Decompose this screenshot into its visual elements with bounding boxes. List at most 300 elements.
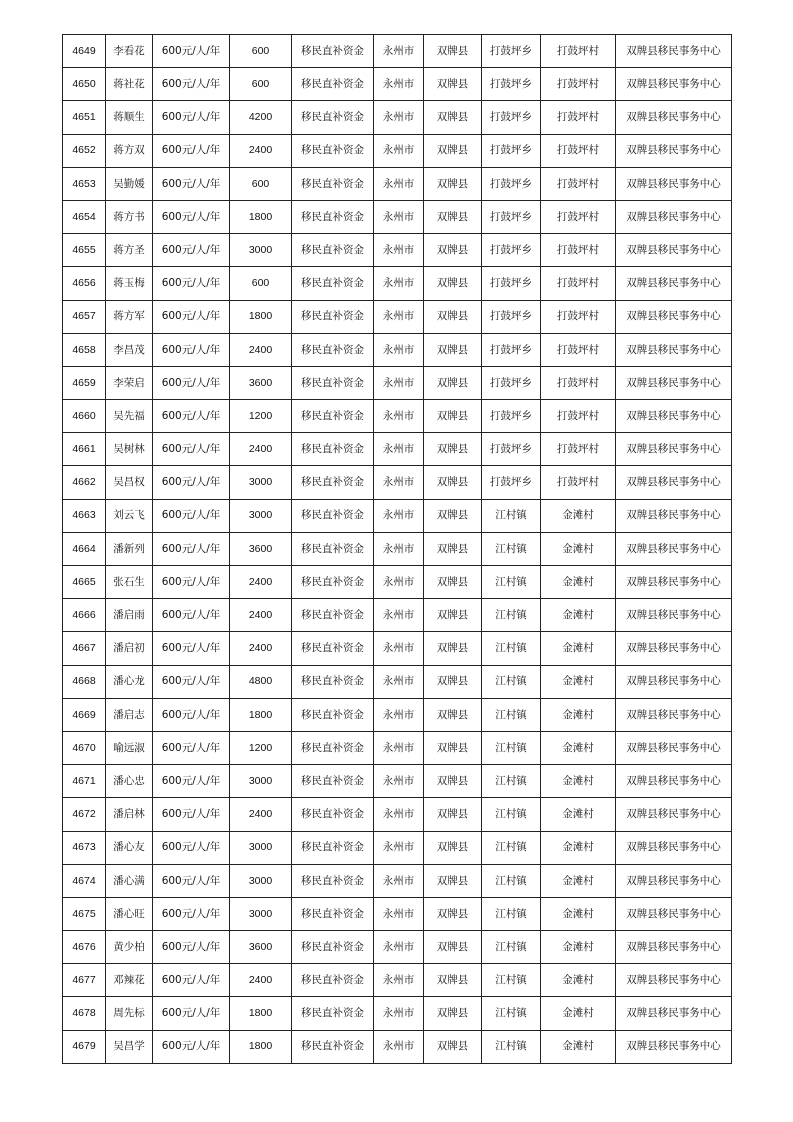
- agency-cell: 双牌县移民事务中心: [616, 433, 732, 466]
- county-cell: 双牌县: [424, 101, 482, 134]
- record-number-cell: 4676: [63, 931, 106, 964]
- table-row: [63, 665, 732, 698]
- recipient-name-cell: 吴勤媛: [106, 167, 153, 200]
- village-cell: 金滩村: [541, 931, 616, 964]
- amount-cell: 3600: [230, 532, 292, 565]
- agency-cell: 双牌县移民事务中心: [616, 566, 732, 599]
- agency-cell: 双牌县移民事务中心: [616, 134, 732, 167]
- table-row: [63, 433, 732, 466]
- amount-cell: 1800: [230, 698, 292, 731]
- agency-cell: 双牌县移民事务中心: [616, 599, 732, 632]
- subsidy-rate-cell: 600元/人/年: [153, 499, 230, 532]
- village-cell: 金滩村: [541, 698, 616, 731]
- county-cell: 双牌县: [424, 665, 482, 698]
- village-cell: 金滩村: [541, 632, 616, 665]
- county-cell: 双牌县: [424, 864, 482, 897]
- village-cell: 金滩村: [541, 997, 616, 1030]
- agency-cell: 双牌县移民事务中心: [616, 864, 732, 897]
- amount-cell: 3000: [230, 466, 292, 499]
- city-cell: 永州市: [374, 831, 424, 864]
- record-number-cell: 4654: [63, 200, 106, 233]
- county-cell: 双牌县: [424, 997, 482, 1030]
- record-number-cell: 4672: [63, 798, 106, 831]
- amount-cell: 1800: [230, 200, 292, 233]
- fund-type-cell: 移民直补资金: [292, 698, 374, 731]
- recipient-name-cell: 潘启雨: [106, 599, 153, 632]
- amount-cell: 600: [230, 35, 292, 68]
- table-row: [63, 267, 732, 300]
- recipient-name-cell: 黄少柏: [106, 931, 153, 964]
- county-cell: 双牌县: [424, 698, 482, 731]
- recipient-name-cell: 张石生: [106, 566, 153, 599]
- subsidy-rate-cell: 600元/人/年: [153, 997, 230, 1030]
- amount-cell: 3000: [230, 765, 292, 798]
- agency-cell: 双牌县移民事务中心: [616, 765, 732, 798]
- amount-cell: 4800: [230, 665, 292, 698]
- amount-cell: 2400: [230, 964, 292, 997]
- county-cell: 双牌县: [424, 765, 482, 798]
- record-number-cell: 4668: [63, 665, 106, 698]
- county-cell: 双牌县: [424, 68, 482, 101]
- city-cell: 永州市: [374, 400, 424, 433]
- township-cell: 打鼓坪乡: [482, 333, 541, 366]
- village-cell: 金滩村: [541, 532, 616, 565]
- fund-type-cell: 移民直补资金: [292, 234, 374, 267]
- subsidy-roster-table: [62, 34, 732, 1064]
- village-cell: 打鼓坪村: [541, 101, 616, 134]
- township-cell: 打鼓坪乡: [482, 300, 541, 333]
- record-number-cell: 4649: [63, 35, 106, 68]
- table-row: [63, 333, 732, 366]
- amount-cell: 600: [230, 167, 292, 200]
- subsidy-rate-cell: 600元/人/年: [153, 632, 230, 665]
- table-row: [63, 731, 732, 764]
- fund-type-cell: 移民直补资金: [292, 300, 374, 333]
- city-cell: 永州市: [374, 698, 424, 731]
- subsidy-rate-cell: 600元/人/年: [153, 566, 230, 599]
- fund-type-cell: 移民直补资金: [292, 400, 374, 433]
- city-cell: 永州市: [374, 134, 424, 167]
- county-cell: 双牌县: [424, 599, 482, 632]
- subsidy-rate-cell: 600元/人/年: [153, 599, 230, 632]
- village-cell: 金滩村: [541, 897, 616, 930]
- subsidy-rate-cell: 600元/人/年: [153, 466, 230, 499]
- village-cell: 打鼓坪村: [541, 366, 616, 399]
- agency-cell: 双牌县移民事务中心: [616, 997, 732, 1030]
- fund-type-cell: 移民直补资金: [292, 765, 374, 798]
- agency-cell: 双牌县移民事务中心: [616, 1030, 732, 1063]
- county-cell: 双牌县: [424, 532, 482, 565]
- city-cell: 永州市: [374, 366, 424, 399]
- county-cell: 双牌县: [424, 300, 482, 333]
- recipient-name-cell: 潘启林: [106, 798, 153, 831]
- recipient-name-cell: 潘心龙: [106, 665, 153, 698]
- fund-type-cell: 移民直补资金: [292, 897, 374, 930]
- village-cell: 打鼓坪村: [541, 267, 616, 300]
- recipient-name-cell: 蒋方军: [106, 300, 153, 333]
- village-cell: 打鼓坪村: [541, 466, 616, 499]
- fund-type-cell: 移民直补资金: [292, 68, 374, 101]
- amount-cell: 1800: [230, 997, 292, 1030]
- table-row: [63, 798, 732, 831]
- village-cell: 打鼓坪村: [541, 68, 616, 101]
- record-number-cell: 4667: [63, 632, 106, 665]
- village-cell: 打鼓坪村: [541, 167, 616, 200]
- record-number-cell: 4658: [63, 333, 106, 366]
- amount-cell: 600: [230, 267, 292, 300]
- city-cell: 永州市: [374, 632, 424, 665]
- village-cell: 金滩村: [541, 831, 616, 864]
- record-number-cell: 4656: [63, 267, 106, 300]
- recipient-name-cell: 潘心友: [106, 831, 153, 864]
- city-cell: 永州市: [374, 931, 424, 964]
- table-row: [63, 1030, 732, 1063]
- record-number-cell: 4662: [63, 466, 106, 499]
- amount-cell: 2400: [230, 566, 292, 599]
- record-number-cell: 4653: [63, 167, 106, 200]
- subsidy-rate-cell: 600元/人/年: [153, 698, 230, 731]
- county-cell: 双牌县: [424, 632, 482, 665]
- township-cell: 江村镇: [482, 698, 541, 731]
- township-cell: 江村镇: [482, 632, 541, 665]
- county-cell: 双牌县: [424, 400, 482, 433]
- agency-cell: 双牌县移民事务中心: [616, 68, 732, 101]
- agency-cell: 双牌县移民事务中心: [616, 698, 732, 731]
- agency-cell: 双牌县移民事务中心: [616, 101, 732, 134]
- township-cell: 江村镇: [482, 897, 541, 930]
- township-cell: 打鼓坪乡: [482, 167, 541, 200]
- recipient-name-cell: 潘心忠: [106, 765, 153, 798]
- agency-cell: 双牌县移民事务中心: [616, 466, 732, 499]
- city-cell: 永州市: [374, 200, 424, 233]
- table-row: [63, 698, 732, 731]
- amount-cell: 1800: [230, 300, 292, 333]
- agency-cell: 双牌县移民事务中心: [616, 665, 732, 698]
- city-cell: 永州市: [374, 897, 424, 930]
- subsidy-rate-cell: 600元/人/年: [153, 267, 230, 300]
- recipient-name-cell: 李看花: [106, 35, 153, 68]
- amount-cell: 1800: [230, 1030, 292, 1063]
- county-cell: 双牌县: [424, 267, 482, 300]
- agency-cell: 双牌县移民事务中心: [616, 200, 732, 233]
- roster-body: [63, 35, 732, 1064]
- recipient-name-cell: 刘云飞: [106, 499, 153, 532]
- subsidy-rate-cell: 600元/人/年: [153, 897, 230, 930]
- subsidy-rate-cell: 600元/人/年: [153, 35, 230, 68]
- village-cell: 打鼓坪村: [541, 134, 616, 167]
- record-number-cell: 4650: [63, 68, 106, 101]
- amount-cell: 3000: [230, 897, 292, 930]
- record-number-cell: 4660: [63, 400, 106, 433]
- county-cell: 双牌县: [424, 831, 482, 864]
- village-cell: 金滩村: [541, 566, 616, 599]
- agency-cell: 双牌县移民事务中心: [616, 831, 732, 864]
- township-cell: 打鼓坪乡: [482, 200, 541, 233]
- table-row: [63, 864, 732, 897]
- village-cell: 打鼓坪村: [541, 200, 616, 233]
- township-cell: 打鼓坪乡: [482, 35, 541, 68]
- city-cell: 永州市: [374, 300, 424, 333]
- county-cell: 双牌县: [424, 35, 482, 68]
- subsidy-rate-cell: 600元/人/年: [153, 134, 230, 167]
- city-cell: 永州市: [374, 35, 424, 68]
- subsidy-rate-cell: 600元/人/年: [153, 234, 230, 267]
- village-cell: 金滩村: [541, 864, 616, 897]
- township-cell: 打鼓坪乡: [482, 101, 541, 134]
- record-number-cell: 4661: [63, 433, 106, 466]
- fund-type-cell: 移民直补资金: [292, 134, 374, 167]
- village-cell: 金滩村: [541, 765, 616, 798]
- record-number-cell: 4677: [63, 964, 106, 997]
- fund-type-cell: 移民直补资金: [292, 1030, 374, 1063]
- township-cell: 江村镇: [482, 532, 541, 565]
- table-row: [63, 167, 732, 200]
- table-row: [63, 997, 732, 1030]
- record-number-cell: 4669: [63, 698, 106, 731]
- recipient-name-cell: 邓辣花: [106, 964, 153, 997]
- county-cell: 双牌县: [424, 499, 482, 532]
- amount-cell: 2400: [230, 798, 292, 831]
- village-cell: 金滩村: [541, 731, 616, 764]
- subsidy-rate-cell: 600元/人/年: [153, 1030, 230, 1063]
- city-cell: 永州市: [374, 964, 424, 997]
- city-cell: 永州市: [374, 532, 424, 565]
- subsidy-rate-cell: 600元/人/年: [153, 200, 230, 233]
- record-number-cell: 4652: [63, 134, 106, 167]
- agency-cell: 双牌县移民事务中心: [616, 632, 732, 665]
- township-cell: 江村镇: [482, 665, 541, 698]
- recipient-name-cell: 潘启初: [106, 632, 153, 665]
- recipient-name-cell: 潘启志: [106, 698, 153, 731]
- fund-type-cell: 移民直补资金: [292, 798, 374, 831]
- recipient-name-cell: 蒋方圣: [106, 234, 153, 267]
- record-number-cell: 4675: [63, 897, 106, 930]
- recipient-name-cell: 蒋顺生: [106, 101, 153, 134]
- village-cell: 金滩村: [541, 964, 616, 997]
- amount-cell: 3000: [230, 831, 292, 864]
- county-cell: 双牌县: [424, 1030, 482, 1063]
- fund-type-cell: 移民直补资金: [292, 566, 374, 599]
- township-cell: 打鼓坪乡: [482, 366, 541, 399]
- table-row: [63, 599, 732, 632]
- township-cell: 打鼓坪乡: [482, 134, 541, 167]
- fund-type-cell: 移民直补资金: [292, 499, 374, 532]
- record-number-cell: 4670: [63, 731, 106, 764]
- subsidy-rate-cell: 600元/人/年: [153, 366, 230, 399]
- table-row: [63, 566, 732, 599]
- county-cell: 双牌县: [424, 234, 482, 267]
- subsidy-rate-cell: 600元/人/年: [153, 300, 230, 333]
- fund-type-cell: 移民直补资金: [292, 731, 374, 764]
- recipient-name-cell: 潘心旺: [106, 897, 153, 930]
- subsidy-rate-cell: 600元/人/年: [153, 731, 230, 764]
- city-cell: 永州市: [374, 997, 424, 1030]
- recipient-name-cell: 吴先福: [106, 400, 153, 433]
- agency-cell: 双牌县移民事务中心: [616, 499, 732, 532]
- fund-type-cell: 移民直补资金: [292, 333, 374, 366]
- recipient-name-cell: 蒋方双: [106, 134, 153, 167]
- county-cell: 双牌县: [424, 964, 482, 997]
- village-cell: 打鼓坪村: [541, 333, 616, 366]
- recipient-name-cell: 李荣启: [106, 366, 153, 399]
- township-cell: 江村镇: [482, 964, 541, 997]
- amount-cell: 4200: [230, 101, 292, 134]
- amount-cell: 2400: [230, 333, 292, 366]
- township-cell: 江村镇: [482, 798, 541, 831]
- agency-cell: 双牌县移民事务中心: [616, 731, 732, 764]
- recipient-name-cell: 潘新列: [106, 532, 153, 565]
- table-row: [63, 931, 732, 964]
- record-number-cell: 4663: [63, 499, 106, 532]
- fund-type-cell: 移民直补资金: [292, 532, 374, 565]
- subsidy-rate-cell: 600元/人/年: [153, 765, 230, 798]
- county-cell: 双牌县: [424, 566, 482, 599]
- fund-type-cell: 移民直补资金: [292, 101, 374, 134]
- subsidy-rate-cell: 600元/人/年: [153, 400, 230, 433]
- township-cell: 江村镇: [482, 997, 541, 1030]
- record-number-cell: 4664: [63, 532, 106, 565]
- recipient-name-cell: 吴昌学: [106, 1030, 153, 1063]
- table-row: [63, 134, 732, 167]
- table-row: [63, 35, 732, 68]
- recipient-name-cell: 周先标: [106, 997, 153, 1030]
- township-cell: 江村镇: [482, 731, 541, 764]
- city-cell: 永州市: [374, 234, 424, 267]
- county-cell: 双牌县: [424, 167, 482, 200]
- table-row: [63, 532, 732, 565]
- subsidy-rate-cell: 600元/人/年: [153, 665, 230, 698]
- city-cell: 永州市: [374, 731, 424, 764]
- city-cell: 永州市: [374, 1030, 424, 1063]
- amount-cell: 3000: [230, 864, 292, 897]
- record-number-cell: 4657: [63, 300, 106, 333]
- village-cell: 金滩村: [541, 665, 616, 698]
- township-cell: 江村镇: [482, 599, 541, 632]
- amount-cell: 1200: [230, 731, 292, 764]
- table-row: [63, 366, 732, 399]
- table-row: [63, 765, 732, 798]
- village-cell: 金滩村: [541, 599, 616, 632]
- amount-cell: 3000: [230, 499, 292, 532]
- table-row: [63, 897, 732, 930]
- fund-type-cell: 移民直补资金: [292, 632, 374, 665]
- county-cell: 双牌县: [424, 366, 482, 399]
- county-cell: 双牌县: [424, 200, 482, 233]
- village-cell: 打鼓坪村: [541, 35, 616, 68]
- recipient-name-cell: 吴昌权: [106, 466, 153, 499]
- fund-type-cell: 移民直补资金: [292, 931, 374, 964]
- recipient-name-cell: 吴树林: [106, 433, 153, 466]
- amount-cell: 2400: [230, 632, 292, 665]
- record-number-cell: 4678: [63, 997, 106, 1030]
- fund-type-cell: 移民直补资金: [292, 200, 374, 233]
- record-number-cell: 4671: [63, 765, 106, 798]
- county-cell: 双牌县: [424, 433, 482, 466]
- agency-cell: 双牌县移民事务中心: [616, 897, 732, 930]
- agency-cell: 双牌县移民事务中心: [616, 931, 732, 964]
- agency-cell: 双牌县移民事务中心: [616, 400, 732, 433]
- city-cell: 永州市: [374, 333, 424, 366]
- township-cell: 江村镇: [482, 831, 541, 864]
- village-cell: 打鼓坪村: [541, 300, 616, 333]
- village-cell: 打鼓坪村: [541, 234, 616, 267]
- fund-type-cell: 移民直补资金: [292, 35, 374, 68]
- county-cell: 双牌县: [424, 134, 482, 167]
- table-row: [63, 964, 732, 997]
- agency-cell: 双牌县移民事务中心: [616, 532, 732, 565]
- record-number-cell: 4666: [63, 599, 106, 632]
- fund-type-cell: 移民直补资金: [292, 997, 374, 1030]
- record-number-cell: 4665: [63, 566, 106, 599]
- subsidy-rate-cell: 600元/人/年: [153, 68, 230, 101]
- amount-cell: 3000: [230, 234, 292, 267]
- city-cell: 永州市: [374, 101, 424, 134]
- agency-cell: 双牌县移民事务中心: [616, 798, 732, 831]
- village-cell: 金滩村: [541, 798, 616, 831]
- township-cell: 打鼓坪乡: [482, 466, 541, 499]
- subsidy-rate-cell: 600元/人/年: [153, 532, 230, 565]
- city-cell: 永州市: [374, 765, 424, 798]
- township-cell: 打鼓坪乡: [482, 267, 541, 300]
- city-cell: 永州市: [374, 433, 424, 466]
- table-row: [63, 68, 732, 101]
- township-cell: 江村镇: [482, 931, 541, 964]
- township-cell: 打鼓坪乡: [482, 68, 541, 101]
- table-row: [63, 300, 732, 333]
- subsidy-rate-cell: 600元/人/年: [153, 167, 230, 200]
- township-cell: 江村镇: [482, 566, 541, 599]
- township-cell: 江村镇: [482, 499, 541, 532]
- table-row: [63, 499, 732, 532]
- county-cell: 双牌县: [424, 731, 482, 764]
- city-cell: 永州市: [374, 599, 424, 632]
- subsidy-rate-cell: 600元/人/年: [153, 964, 230, 997]
- amount-cell: 2400: [230, 599, 292, 632]
- fund-type-cell: 移民直补资金: [292, 466, 374, 499]
- table-row: [63, 101, 732, 134]
- table-row: [63, 632, 732, 665]
- township-cell: 打鼓坪乡: [482, 234, 541, 267]
- township-cell: 打鼓坪乡: [482, 433, 541, 466]
- village-cell: 打鼓坪村: [541, 433, 616, 466]
- fund-type-cell: 移民直补资金: [292, 831, 374, 864]
- agency-cell: 双牌县移民事务中心: [616, 300, 732, 333]
- fund-type-cell: 移民直补资金: [292, 665, 374, 698]
- city-cell: 永州市: [374, 665, 424, 698]
- recipient-name-cell: 李昌茂: [106, 333, 153, 366]
- subsidy-rate-cell: 600元/人/年: [153, 433, 230, 466]
- amount-cell: 600: [230, 68, 292, 101]
- fund-type-cell: 移民直补资金: [292, 599, 374, 632]
- county-cell: 双牌县: [424, 798, 482, 831]
- county-cell: 双牌县: [424, 931, 482, 964]
- subsidy-rate-cell: 600元/人/年: [153, 333, 230, 366]
- subsidy-rate-cell: 600元/人/年: [153, 931, 230, 964]
- city-cell: 永州市: [374, 68, 424, 101]
- city-cell: 永州市: [374, 466, 424, 499]
- subsidy-rate-cell: 600元/人/年: [153, 831, 230, 864]
- recipient-name-cell: 蒋玉梅: [106, 267, 153, 300]
- city-cell: 永州市: [374, 566, 424, 599]
- amount-cell: 3600: [230, 931, 292, 964]
- record-number-cell: 4651: [63, 101, 106, 134]
- city-cell: 永州市: [374, 267, 424, 300]
- table-row: [63, 831, 732, 864]
- city-cell: 永州市: [374, 167, 424, 200]
- amount-cell: 3600: [230, 366, 292, 399]
- city-cell: 永州市: [374, 864, 424, 897]
- township-cell: 江村镇: [482, 765, 541, 798]
